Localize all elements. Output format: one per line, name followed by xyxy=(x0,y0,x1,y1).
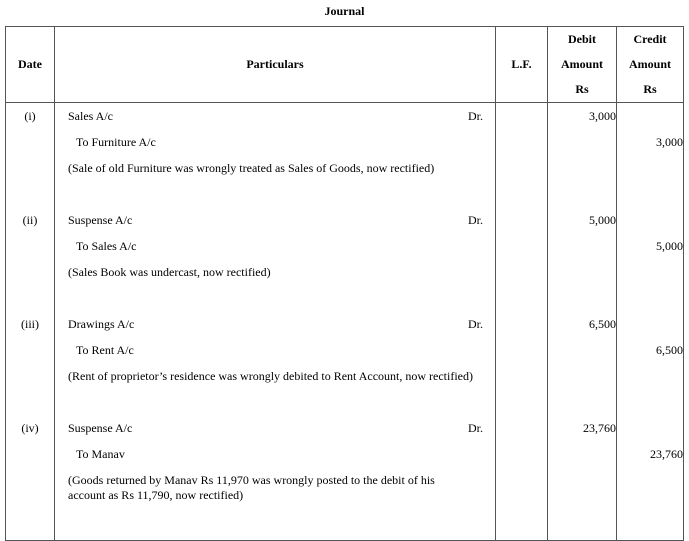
credit-amount: 23,760 xyxy=(617,415,684,541)
journal-entry xyxy=(6,415,684,541)
header-credit-line3: Rs xyxy=(643,82,657,96)
entry-lf xyxy=(496,311,548,415)
debit-amount: 3,000 xyxy=(548,103,617,207)
journal-entry xyxy=(6,103,684,207)
journal-entry xyxy=(6,207,684,311)
entry-date: (iv) xyxy=(6,415,55,541)
header-particulars: Particulars xyxy=(55,27,496,103)
credit-account: To Sales A/c xyxy=(76,238,137,253)
narration: (Goods returned by Manav Rs 11,970 was wrongly posted to the debit of his account as Rs 11,790, now rectified) xyxy=(68,472,435,502)
entry-lf xyxy=(496,103,548,207)
dr-label: Dr. xyxy=(468,212,483,227)
entry-particulars xyxy=(55,415,496,541)
header-debit-line1: Debit xyxy=(568,32,596,46)
entry-lf xyxy=(496,207,548,311)
entry-particulars xyxy=(55,103,496,207)
narration: (Sales Book was undercast, now rectified) xyxy=(68,264,271,279)
entry-particulars xyxy=(55,311,496,415)
dr-label: Dr. xyxy=(468,316,483,331)
header-credit-amount xyxy=(617,27,684,103)
header-date: Date xyxy=(6,27,55,103)
debit-account: Suspense A/c xyxy=(68,212,133,227)
credit-account: To Manav xyxy=(76,446,125,461)
header-debit-amount xyxy=(548,27,617,103)
credit-account: To Rent A/c xyxy=(76,342,134,357)
narration: (Sale of old Furniture was wrongly treated as Sales of Goods, now rectified) xyxy=(68,161,435,175)
entry-date: (iii) xyxy=(6,311,55,415)
header-row xyxy=(6,27,684,103)
header-debit-line3: Rs xyxy=(575,82,589,96)
dr-label: Dr. xyxy=(468,109,483,123)
debit-account: Suspense A/c xyxy=(68,420,133,435)
credit-amount: 3,000 xyxy=(617,103,684,207)
debit-amount: 5,000 xyxy=(548,207,617,311)
journal-table xyxy=(5,26,684,541)
header-lf: L.F. xyxy=(496,27,548,103)
debit-account: Sales A/c xyxy=(68,109,113,123)
journal-title: Journal xyxy=(324,4,365,18)
entry-particulars xyxy=(55,207,496,311)
credit-account: To Furniture A/c xyxy=(76,135,156,149)
header-credit-line2: Amount xyxy=(628,57,671,71)
entry-lf xyxy=(496,415,548,541)
debit-amount: 23,760 xyxy=(548,415,617,541)
entry-date: (i) xyxy=(6,103,55,207)
credit-amount: 6,500 xyxy=(617,311,684,415)
narration: (Rent of proprietor’s residence was wrongly debited to Rent Account, now rectified) xyxy=(68,368,473,383)
dr-label: Dr. xyxy=(468,420,483,435)
entry-date: (ii) xyxy=(6,207,55,311)
journal-entry xyxy=(6,311,684,415)
header-debit-line2: Amount xyxy=(560,57,603,71)
debit-amount: 6,500 xyxy=(548,311,617,415)
credit-amount: 5,000 xyxy=(617,207,684,311)
debit-account: Drawings A/c xyxy=(68,316,135,331)
header-credit-line1: Credit xyxy=(633,32,667,46)
